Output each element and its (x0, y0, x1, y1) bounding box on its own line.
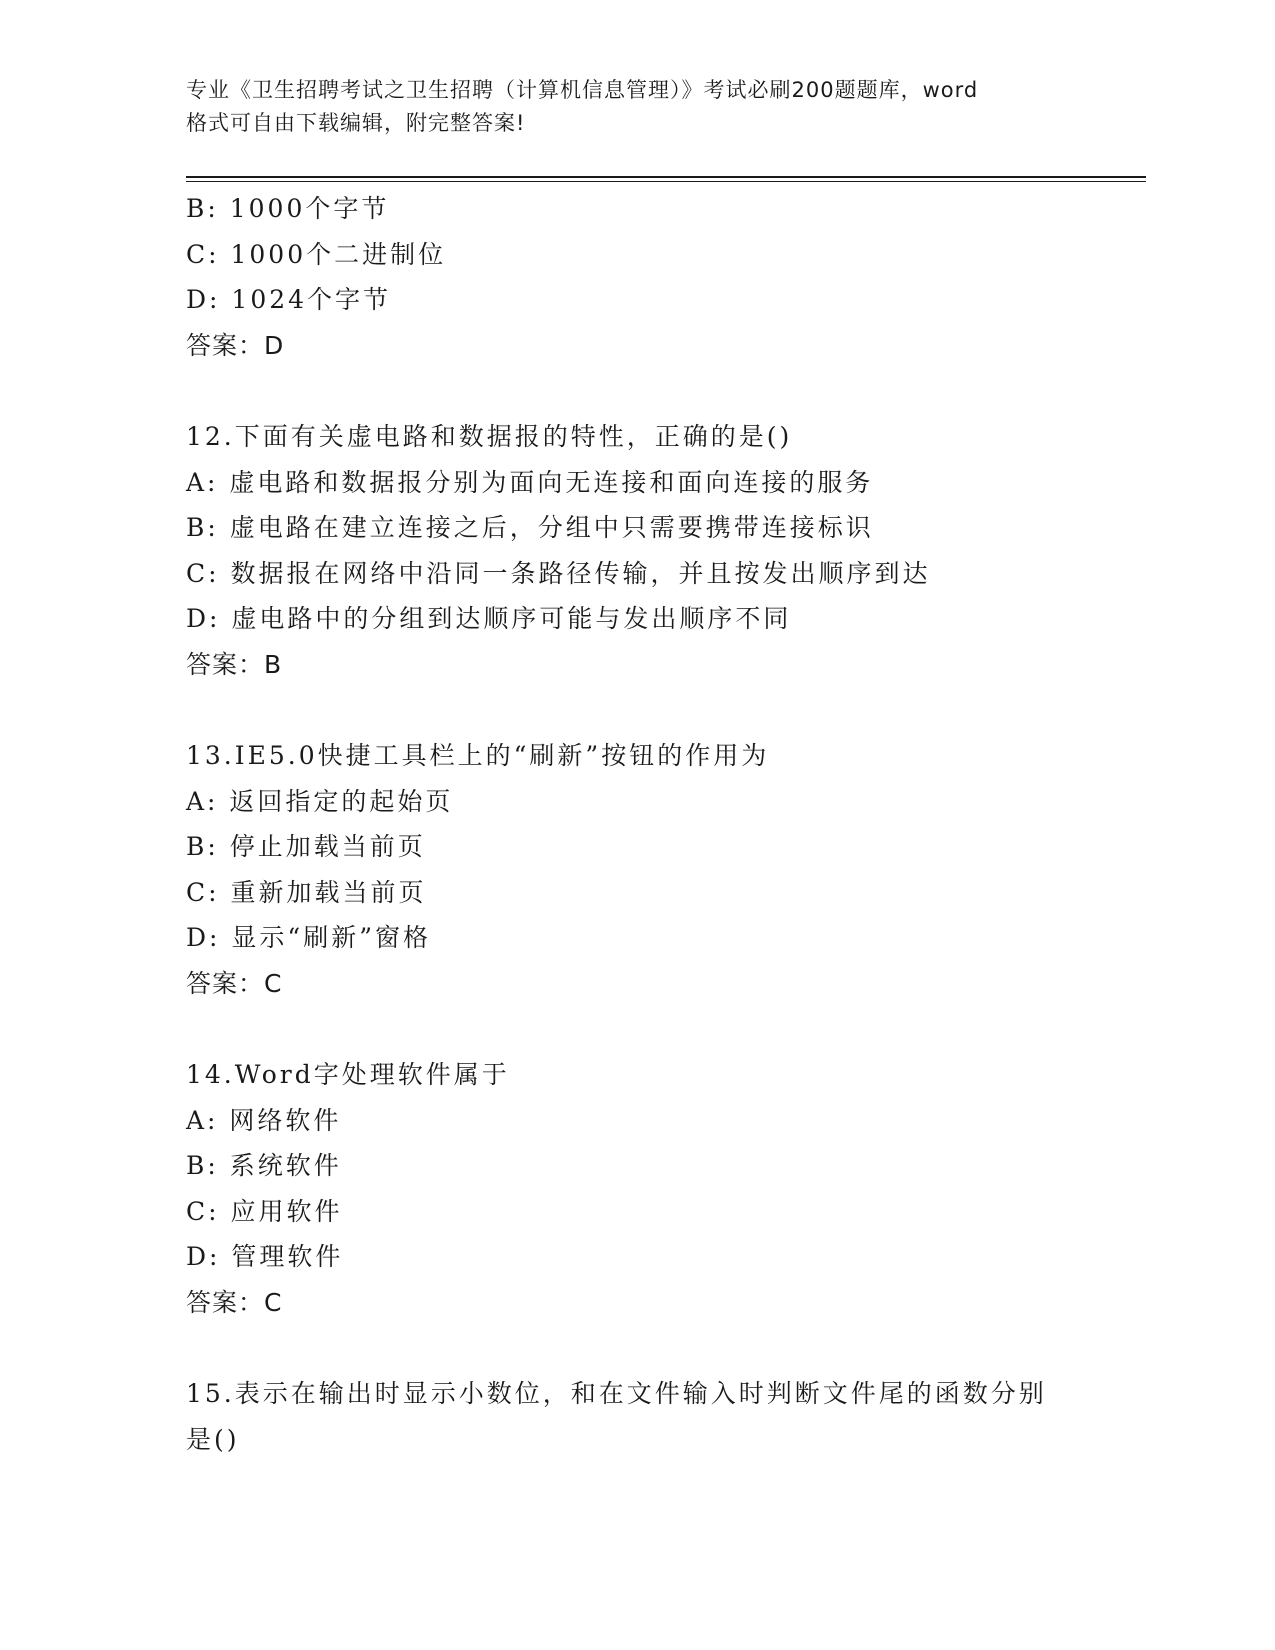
question-title-line-2: 是() (186, 1424, 240, 1454)
option-c: C: 重新加载当前页 (186, 877, 427, 907)
spacer (186, 687, 1086, 733)
option-d: D: 1024个字节 (186, 285, 392, 314)
option-d: D: 管理软件 (186, 1242, 344, 1271)
question-title: 13.IE5.0快捷工具栏上的“刷新”按钮的作用为 (186, 741, 770, 770)
option-d: D: 虚电路中的分组到达顺序可能与发出顺序不同 (186, 604, 792, 633)
answer: 答案：C (186, 1287, 283, 1317)
question-title: 14.Word字处理软件属于 (186, 1060, 510, 1089)
option-b: B: 虚电路在建立连接之后，分组中只需要携带连接标识 (186, 513, 874, 542)
spacer (186, 1006, 1086, 1052)
header-line-1: 专业《卫生招聘考试之卫生招聘（计算机信息管理）》考试必刷200题题库，word (186, 78, 979, 102)
question-title-line-1: 15.表示在输出时显示小数位，和在文件输入时判断文件尾的函数分别 (186, 1379, 1047, 1408)
option-c: C: 应用软件 (186, 1196, 343, 1226)
option-d: D: 显示“刷新”窗格 (186, 923, 431, 952)
question-list (186, 186, 1086, 1462)
option-b: B: 1000个字节 (186, 194, 390, 223)
answer: 答案：D (186, 330, 285, 360)
question-14 (186, 1052, 1086, 1325)
header-divider-thick (186, 176, 1146, 178)
option-a: A: 返回指定的起始页 (186, 786, 454, 816)
question-13 (186, 733, 1086, 1006)
option-c: C: 数据报在网络中沿同一条路径传输，并且按发出顺序到达 (186, 558, 931, 588)
option-a: A: 虚电路和数据报分别为面向无连接和面向连接的服务 (186, 467, 874, 497)
answer: 答案：C (186, 968, 283, 998)
header-divider-thin (186, 181, 1146, 182)
question-15 (186, 1371, 1086, 1462)
spacer (186, 368, 1086, 414)
spacer (186, 1325, 1086, 1371)
option-b: B: 停止加载当前页 (186, 832, 426, 861)
option-a: A: 网络软件 (186, 1105, 342, 1135)
document-header (186, 74, 1086, 140)
header-line-2: 格式可自由下载编辑，附完整答案! (186, 111, 526, 135)
option-c: C: 1000个二进制位 (186, 239, 447, 269)
question-11 (186, 186, 1086, 368)
option-b: B: 系统软件 (186, 1151, 342, 1180)
question-12 (186, 414, 1086, 687)
question-title: 12.下面有关虚电路和数据报的特性，正确的是() (186, 422, 793, 451)
answer: 答案：B (186, 649, 283, 679)
